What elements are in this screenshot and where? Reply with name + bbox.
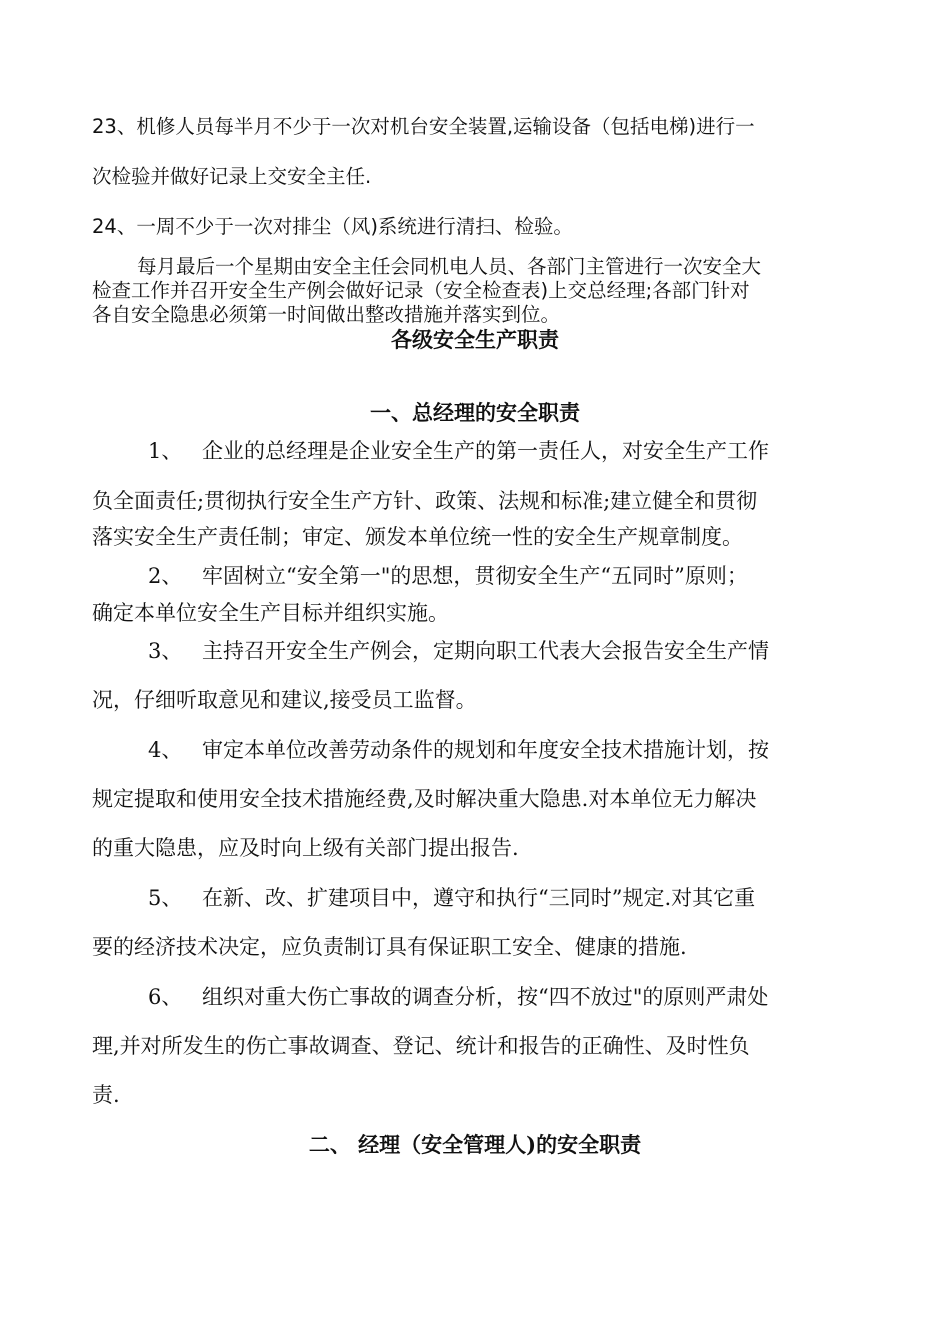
monthly-check-line-2: 检查工作并召开安全生产例会做好记录（安全检查表)上交总经理;各部门针对 <box>92 279 750 302</box>
monthly-check-line-3: 各自安全隐患必须第一时间做出整改措施并落实到位。 <box>92 303 561 326</box>
item-4-text: 审定本单位改善劳动条件的规划和年度安全技术措施计划，按 <box>202 738 769 762</box>
item-5-number: 5、 <box>148 886 183 910</box>
item-5-line-2: 要的经济技术决定，应负责制订具有保证职工安全、健康的措施. <box>92 935 687 959</box>
item-23-line-2: 次检验并做好记录上交安全主任. <box>92 165 372 188</box>
item-6-line-2: 理,并对所发生的伤亡事故调查、登记、统计和报告的正确性、及时性负 <box>92 1034 750 1058</box>
item-4-line-3: 的重大隐患，应及时向上级有关部门提出报告. <box>92 836 519 860</box>
item-5-text: 在新、改、扩建项目中，遵守和执行“三同时”规定.对其它重 <box>202 886 756 910</box>
item-1-line-2: 负全面责任;贯彻执行安全生产方针、政策、法规和标准;建立健全和贯彻 <box>92 489 758 513</box>
monthly-check-line-1: 每月最后一个星期由安全主任会同机电人员、各部门主管进行一次安全大 <box>137 255 762 278</box>
item-6-line-1 <box>148 981 768 1011</box>
item-3-line-2: 况，仔细听取意见和建议,接受员工监督。 <box>92 688 477 712</box>
item-4-line-1 <box>148 734 769 764</box>
item-1-number: 1、 <box>148 439 183 463</box>
item-24: 24、一周不少于一次对排尘（风)系统进行清扫、检验。 <box>92 215 573 238</box>
item-5-line-1 <box>148 882 755 912</box>
item-23-line-1: 23、机修人员每半月不少于一次对机台安全装置,运输设备（包括电梯)进行一 <box>92 115 755 138</box>
item-1-line-3: 落实安全生产责任制；审定、颁发本单位统一性的安全生产规章制度。 <box>92 525 743 549</box>
item-3-line-1 <box>148 635 769 665</box>
item-3-number: 3、 <box>148 639 183 663</box>
item-4-number: 4、 <box>148 738 183 762</box>
item-3-text: 主持召开安全生产例会，定期向职工代表大会报告安全生产情 <box>202 639 769 663</box>
section-1-heading: 一、总经理的安全职责 <box>370 400 580 425</box>
item-2-number: 2、 <box>148 564 183 588</box>
item-1-line-1 <box>148 435 769 465</box>
item-2-text: 牢固树立“安全第一"的思想，贯彻安全生产“五同时”原则； <box>202 564 748 588</box>
item-2-line-1 <box>148 560 748 590</box>
item-6-number: 6、 <box>148 985 183 1009</box>
section-2-heading: 二、 经理（安全管理人)的安全职责 <box>308 1132 642 1157</box>
document-title: 各级安全生产职责 <box>391 327 559 352</box>
item-6-line-3: 责. <box>92 1083 120 1107</box>
item-1-text: 企业的总经理是企业安全生产的第一责任人，对安全生产工作 <box>202 439 769 463</box>
item-4-line-2: 规定提取和使用安全技术措施经费,及时解决重大隐患.对本单位无力解决 <box>92 787 757 811</box>
item-6-text: 组织对重大伤亡事故的调查分析，按“四不放过"的原则严肃处 <box>202 985 769 1009</box>
item-2-line-2: 确定本单位安全生产目标并组织实施。 <box>92 601 449 625</box>
